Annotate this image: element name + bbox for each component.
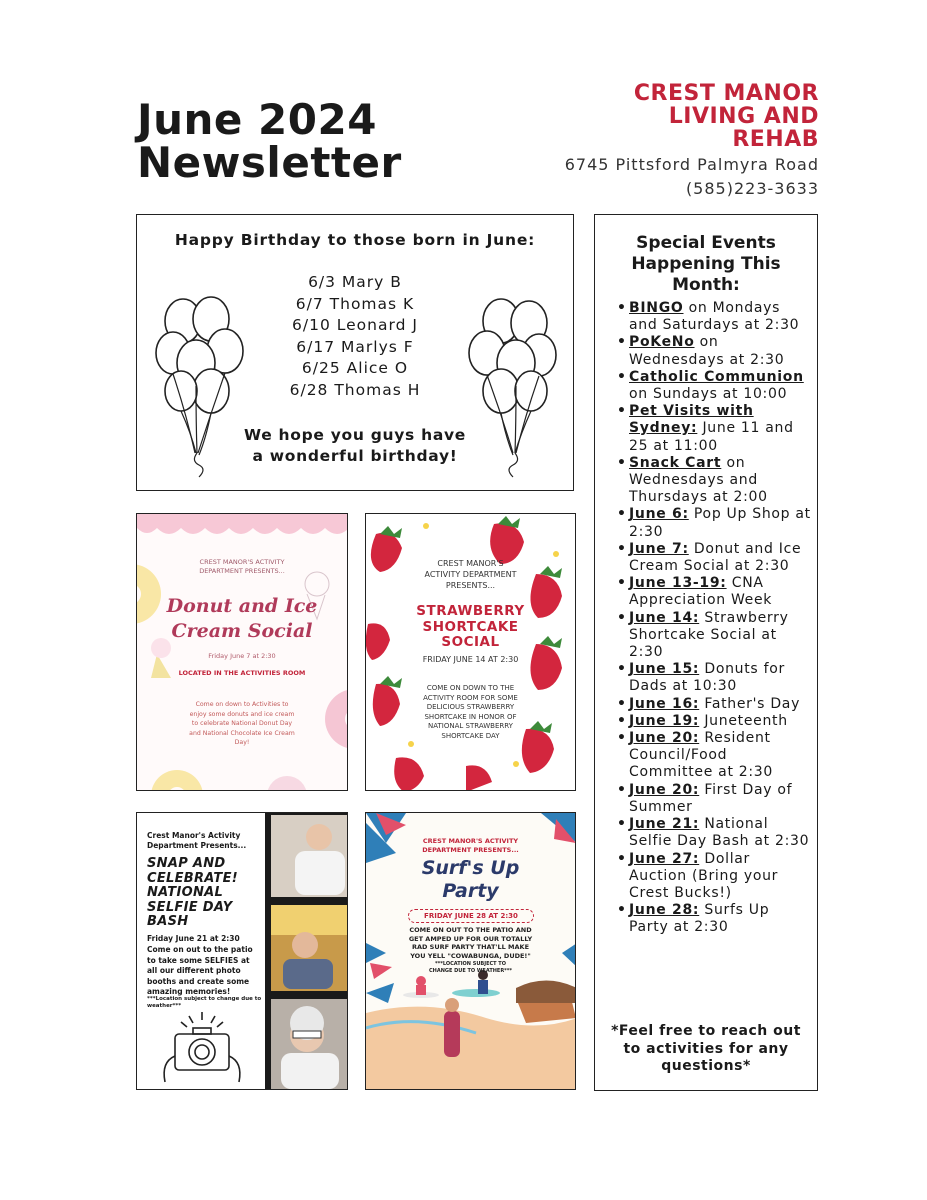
event-item <box>617 851 813 903</box>
event-name: June 21: <box>629 816 700 833</box>
event-item <box>617 816 813 850</box>
event-name: BINGO <box>629 300 684 316</box>
surf-body: COME ON OUT TO THE PATIO AND GET AMPED UP FOR OUR TOTALLY RAD SURF PARTY THAT'LL MAKE YOU YELL "COWABUNGA, DUDE!" <box>408 926 533 960</box>
org-name-line-3: REHAB <box>732 127 819 152</box>
event-desc: First Day of Summer <box>629 781 793 815</box>
selfie-photos-icon <box>265 813 348 1090</box>
event-desc: June 11 and 25 at 11:00 <box>629 420 794 454</box>
event-name: Catholic Communion <box>629 368 804 385</box>
event-name: Snack Cart <box>629 454 722 471</box>
balloons-icon <box>461 293 561 483</box>
selfie-presenter: Crest Manor's Activity Department Presents... <box>147 831 247 850</box>
event-desc: on Wednesdays and Thursdays at 2:00 <box>629 454 768 506</box>
event-item <box>617 902 813 936</box>
birthday-wish-line-1: We hope you guys have <box>244 426 466 444</box>
birthday-entry: 6/10 Leonard J <box>292 316 418 334</box>
event-desc: Father's Day <box>699 695 801 712</box>
strawberry-title-line-3: SOCIAL <box>441 634 500 650</box>
surf-presenter: CREST MANOR'S ACTIVITY DEPARTMENT PRESENTS... <box>422 837 519 854</box>
donut-title-line-1: Donut and Ice <box>166 595 318 617</box>
selfie-title: SNAP AND CELEBRATE! NATIONAL SELFIE DAY BASH <box>147 856 238 929</box>
event-name: June 15: <box>629 661 700 678</box>
event-item <box>617 730 813 782</box>
special-events-box <box>594 214 818 1091</box>
event-desc: on Wednesdays at 2:30 <box>629 334 785 368</box>
selfie-note: ***Location subject to change due to weather*** <box>147 996 262 1009</box>
event-item <box>617 506 813 540</box>
birthday-entry: 6/3 Mary B <box>308 273 402 291</box>
event-item <box>617 610 813 662</box>
strawberry-title-line-1: STRAWBERRY <box>416 603 525 619</box>
surf-note: ***LOCATION SUBJECT TO CHANGE DUE TO WEATHER*** <box>428 961 513 974</box>
event-desc: Pop Up Shop at 2:30 <box>629 506 811 540</box>
page-title-line-2: Newsletter <box>137 138 402 187</box>
event-name: June 20: <box>629 781 700 798</box>
event-name: Pet Visits with Sydney: <box>629 403 754 437</box>
event-name: June 7: <box>629 540 689 557</box>
event-desc: Resident Council/Food Committee at 2:30 <box>629 730 774 781</box>
event-item <box>617 300 813 334</box>
surf-title-line-1: Surf's Up <box>421 857 520 879</box>
event-name: June 6: <box>629 506 689 523</box>
event-item <box>617 455 813 507</box>
events-heading-line-2: Happening This <box>631 254 781 274</box>
event-name: June 20: <box>629 730 700 747</box>
org-address: 6745 Pittsford Palmyra Road <box>564 155 819 174</box>
event-desc: on Mondays and Saturdays at 2:30 <box>629 300 800 334</box>
donut-date: Friday June 7 at 2:30 <box>208 652 276 660</box>
events-heading <box>595 233 817 296</box>
org-name-line-2: LIVING AND <box>668 104 819 129</box>
event-item <box>617 696 813 713</box>
surf-title-line-2: Party <box>442 880 499 902</box>
event-item <box>617 369 813 403</box>
surf-date: FRIDAY JUNE 28 AT 2:30 <box>408 909 534 923</box>
event-desc: Dollar Auction (Bring your Crest Bucks!) <box>629 850 779 901</box>
strawberry-shortcake-flyer <box>365 513 576 791</box>
birthday-entry: 6/25 Alice O <box>301 359 409 377</box>
event-item <box>617 575 813 609</box>
donut-body: Come on down to Activities to enjoy some donuts and ice cream to celebrate National Donut Day and National Chocolate Ice Cream Day! <box>189 701 295 746</box>
selfie-date: Friday June 21 at 2:30 <box>147 934 240 943</box>
event-desc: on Sundays at 10:00 <box>629 386 788 403</box>
event-name: June 14: <box>629 609 700 626</box>
strawberry-title <box>366 604 575 651</box>
event-item <box>617 782 813 816</box>
donut-presenter: CREST MANOR'S ACTIVITY DEPARTMENT PRESENTS... <box>199 558 285 575</box>
event-name: June 27: <box>629 850 700 867</box>
event-item <box>617 661 813 695</box>
surf-title <box>366 857 575 903</box>
event-item <box>617 403 813 455</box>
selfie-day-flyer <box>136 812 348 1090</box>
birthday-entry: 6/7 Thomas K <box>295 294 415 313</box>
strawberry-icon <box>366 514 576 791</box>
event-name: June 16: <box>629 695 700 712</box>
page-title-line-1: June 2024 <box>137 95 377 144</box>
event-desc: CNA Appreciation Week <box>629 575 773 609</box>
strawberry-date: FRIDAY JUNE 14 AT 2:30 <box>422 655 519 664</box>
donut-title <box>137 594 347 644</box>
event-name: June 13-19: <box>629 575 727 592</box>
event-item <box>617 713 813 730</box>
birthday-wish-line-2: a wonderful birthday! <box>252 447 458 465</box>
org-phone: (585)223-3633 <box>685 179 819 198</box>
birthday-heading: Happy Birthday to those born in June: <box>174 231 536 249</box>
org-name-line-1: CREST MANOR <box>633 81 819 106</box>
camera-icon <box>157 1008 247 1088</box>
events-heading-line-3: Month: <box>672 275 740 295</box>
events-footer: *Feel free to reach out to activities for any questions* <box>611 1023 801 1074</box>
event-name: PoKeNo <box>629 334 695 351</box>
event-name: June 19: <box>629 712 700 729</box>
event-item <box>617 334 813 368</box>
event-desc: Donuts for Dads at 10:30 <box>629 661 785 695</box>
strawberry-presenter: CREST MANOR'S ACTIVITY DEPARTMENT PRESENTS... <box>424 559 517 590</box>
event-desc: Surfs Up Party at 2:30 <box>629 902 770 936</box>
event-desc: National Selfie Day Bash at 2:30 <box>629 816 810 850</box>
event-desc: Juneteenth <box>699 712 788 729</box>
donut-social-flyer <box>136 513 348 791</box>
event-desc: Strawberry Shortcake Social at 2:30 <box>629 609 789 661</box>
donut-title-line-2: Cream Social <box>171 620 313 642</box>
strawberry-body: COME ON DOWN TO THE ACTIVITY ROOM FOR SOME DELICIOUS STRAWBERRY SHORTCAKE IN HONOR OF NATIONAL STRAWBERRY SHORTCAKE DAY <box>423 684 518 740</box>
photo-strip <box>265 813 348 1090</box>
birthday-entry: 6/28 Thomas H <box>289 380 421 399</box>
event-item <box>617 541 813 575</box>
events-list <box>617 300 813 937</box>
event-desc: Donut and Ice Cream Social at 2:30 <box>629 540 802 575</box>
surfs-up-flyer <box>365 812 576 1090</box>
selfie-body: Come on out to the patio to take some SELFIES at all our different photo booths and create some amazing memories! <box>147 945 253 996</box>
event-name: June 28: <box>629 902 700 919</box>
events-heading-line-1: Special Events <box>636 233 776 253</box>
donut-location: LOCATED IN THE ACTIVITIES ROOM <box>178 669 306 677</box>
birthday-box <box>136 214 574 491</box>
birthday-entry: 6/17 Marlys F <box>296 337 414 356</box>
strawberry-title-line-2: SHORTCAKE <box>422 618 519 635</box>
balloons-icon <box>151 293 251 483</box>
